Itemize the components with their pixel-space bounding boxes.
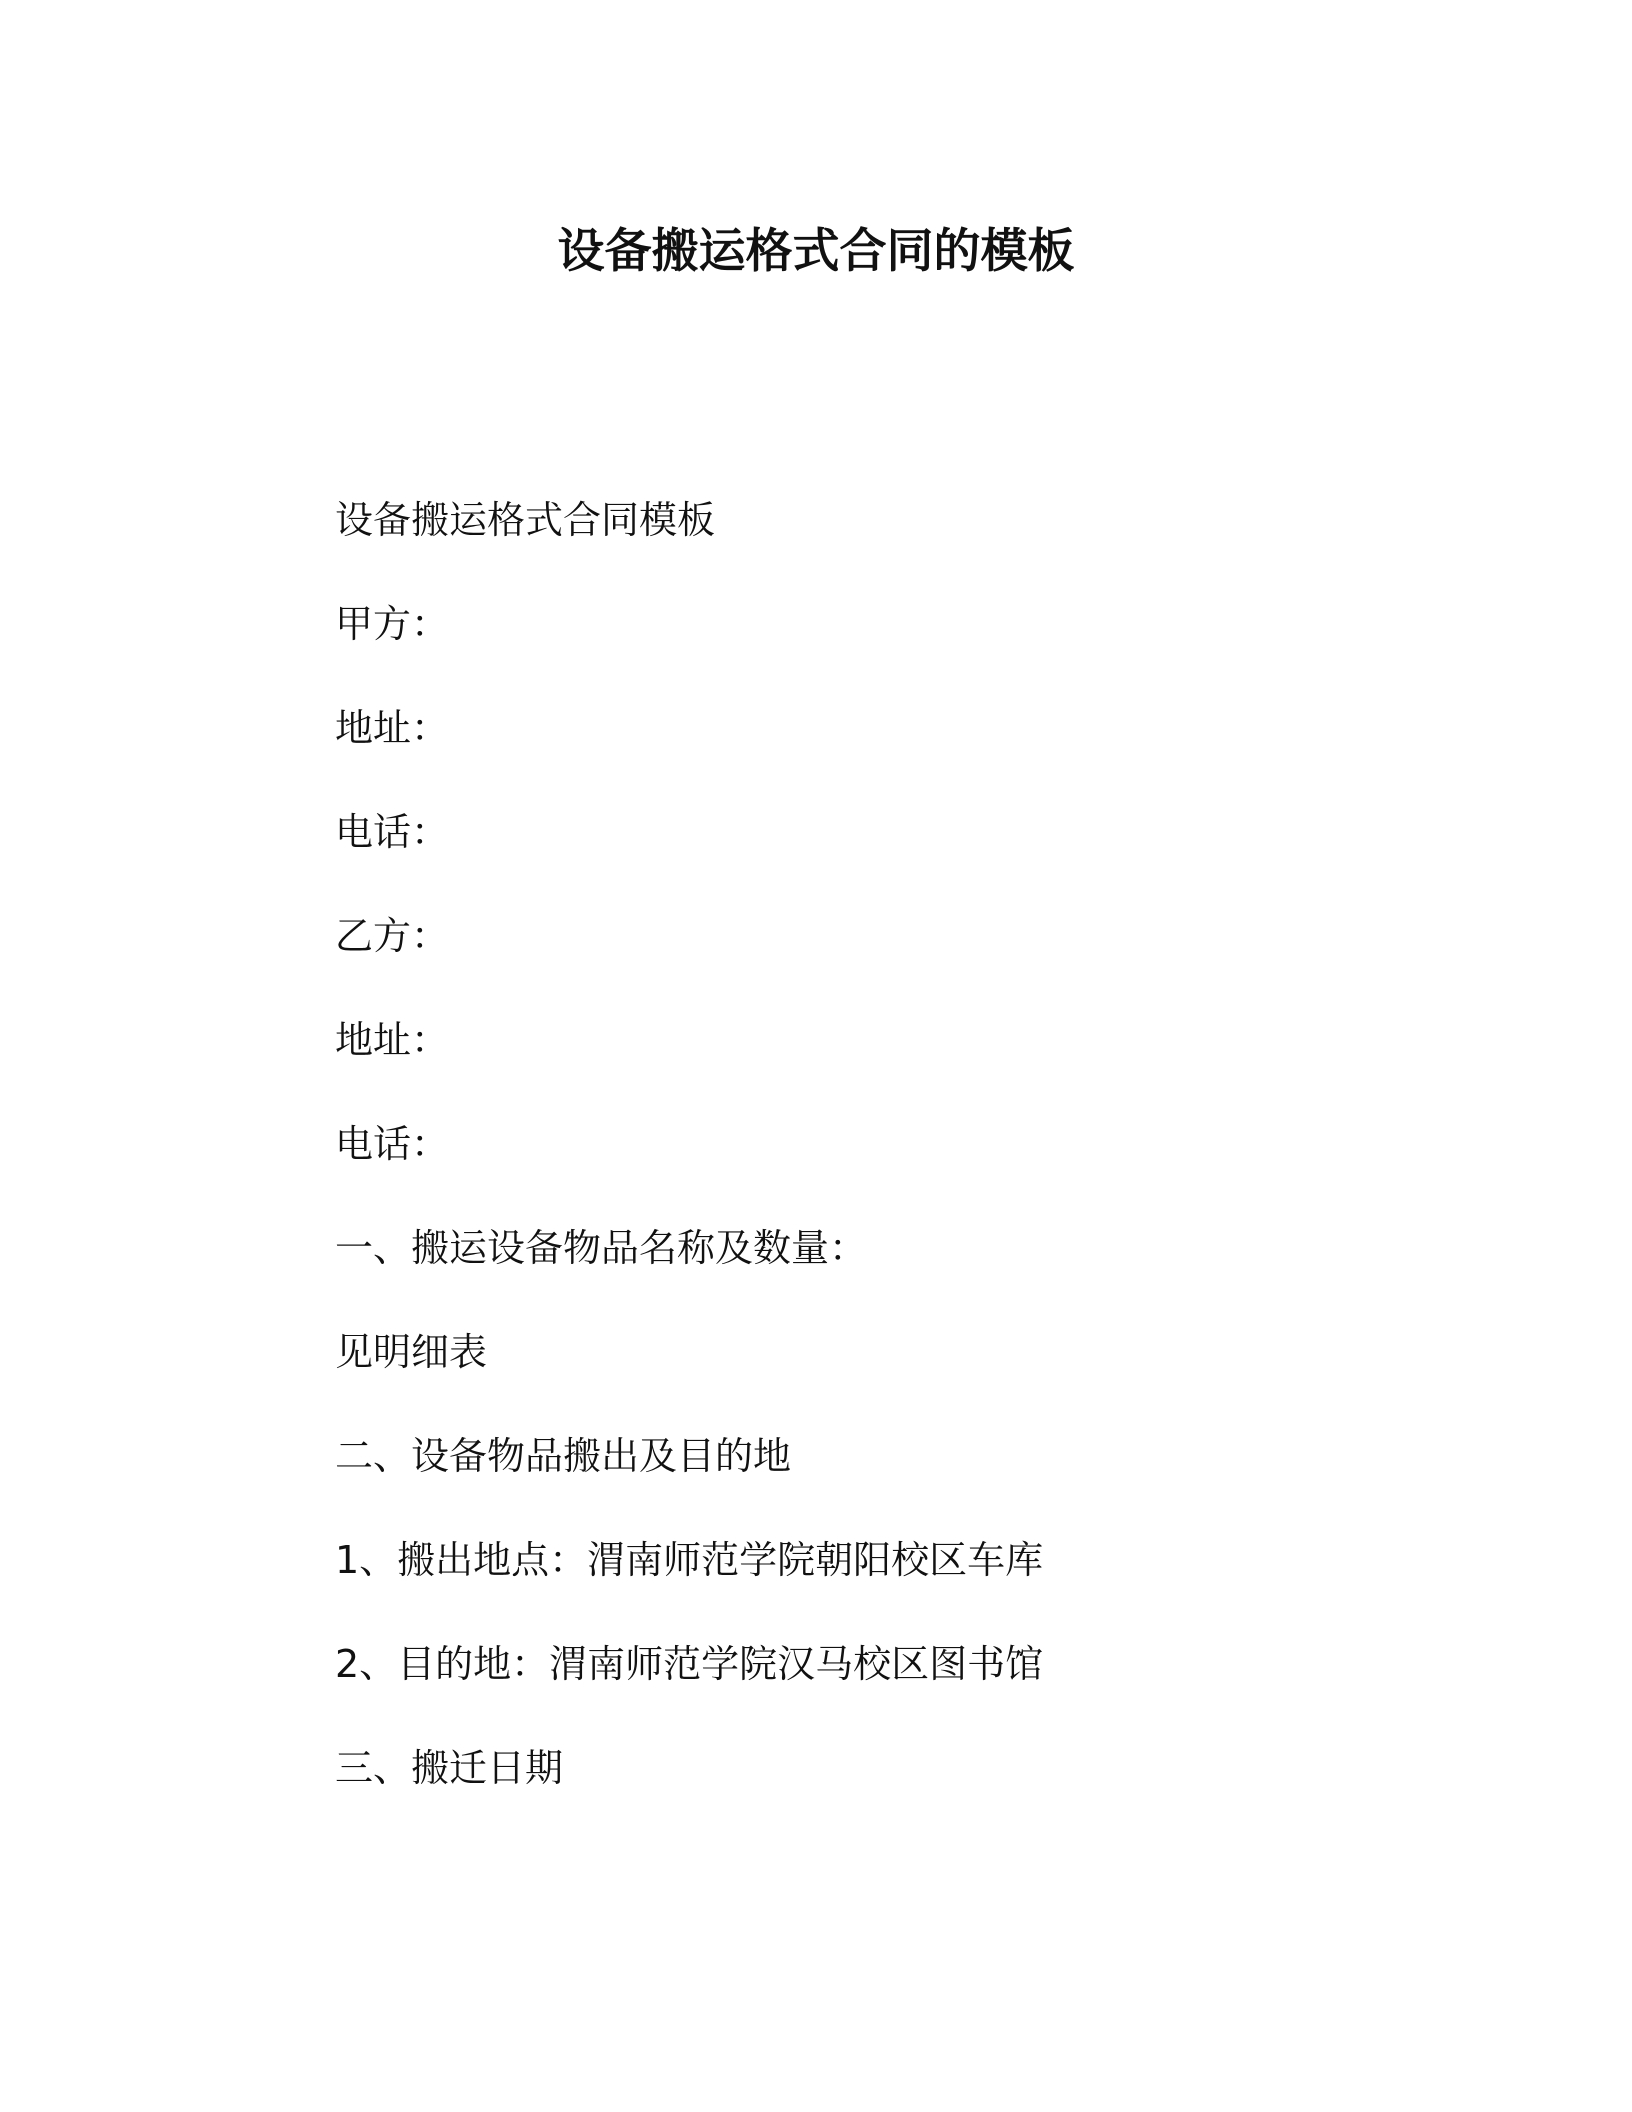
party-a-phone-label: 电话： <box>335 810 450 854</box>
party-b-phone-label: 电话： <box>335 1122 450 1166</box>
document-title: 设备搬运格式合同的模板 <box>557 224 1075 279</box>
section-1-content: 见明细表 <box>335 1330 488 1374</box>
party-b-address-label: 地址： <box>335 1018 450 1062</box>
section-3-heading: 三、搬迁日期 <box>335 1746 564 1790</box>
party-a-label: 甲方： <box>335 602 450 646</box>
section-2-item-2: 2、目的地：渭南师范学院汉马校区图书馆 <box>335 1642 1044 1686</box>
section-1-heading: 一、搬运设备物品名称及数量： <box>335 1226 868 1270</box>
subtitle-line: 设备搬运格式合同模板 <box>335 498 716 542</box>
section-2-item-1: 1、搬出地点：渭南师范学院朝阳校区车库 <box>335 1538 1044 1582</box>
document-body <box>335 488 1435 1840</box>
party-a-address-label: 地址： <box>335 706 450 750</box>
section-2-heading: 二、设备物品搬出及目的地 <box>335 1434 792 1478</box>
party-b-label: 乙方： <box>335 914 450 958</box>
